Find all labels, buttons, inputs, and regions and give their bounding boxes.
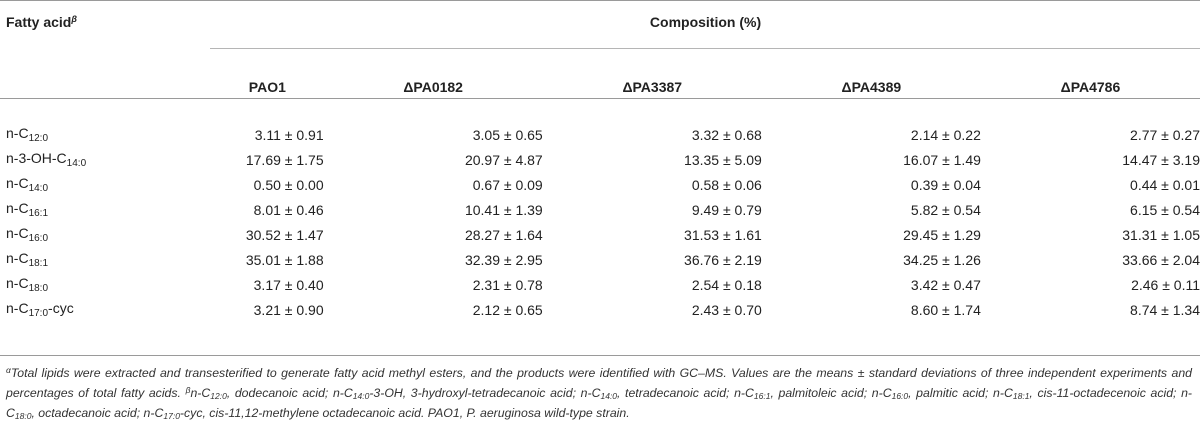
composition-cell: 2.54 ± 0.18 (691, 276, 762, 293)
fatty-acid-subscript: 16:1 (28, 208, 49, 219)
footnote-sub: 14:0 (352, 391, 370, 401)
composition-cell: 2.77 ± 0.27 (1130, 126, 1200, 143)
table-row (0, 112, 1200, 147)
strain-header-pa3387: ΔPA3387 (622, 79, 683, 95)
fatty-acid-name (0, 147, 211, 172)
composition-cell: 20.97 ± 4.87 (464, 151, 543, 168)
table-body (0, 112, 1200, 322)
footnote-sub: 18:0 (14, 411, 32, 421)
footnote-text-1: Total lipids were extracted and transesterified to generate fatty acid methyl esters, and the products were identified with GC–MS. Values are the means ± standard deviations of three independent experiments and percentages of total fatty acids. (6, 366, 1192, 400)
composition-cell: 3.32 ± 0.68 (691, 126, 762, 143)
fatty-acid-subscript: 14:0 (28, 183, 49, 194)
composition-cell: 3.17 ± 0.40 (253, 276, 324, 293)
composition-cell: 9.49 ± 0.79 (691, 201, 762, 218)
footnote-sub: 18:1 (1012, 391, 1030, 401)
fatty-acid-prefix: n-C (6, 275, 29, 291)
fatty-acid-subscript: 18:0 (28, 283, 49, 294)
composition-cell: 3.11 ± 0.91 (254, 126, 324, 143)
composition-cell: 6.15 ± 0.54 (1130, 201, 1200, 218)
composition-cell: 5.82 ± 0.54 (910, 201, 981, 218)
strain-header-pa0182: ΔPA0182 (403, 79, 463, 95)
fatty-acid-name (0, 197, 211, 222)
composition-cell: 2.12 ± 0.65 (472, 301, 543, 318)
empty-header-cell (0, 62, 211, 112)
composition-cell: 8.60 ± 1.74 (910, 301, 981, 318)
composition-cell: 0.39 ± 0.04 (910, 176, 981, 193)
composition-cell: 2.46 ± 0.11 (1131, 276, 1200, 293)
strain-header-pa4389: ΔPA4389 (841, 79, 902, 95)
fatty-acid-prefix: n-C (6, 175, 29, 191)
footnote-desc: , palmitoleic acid; (770, 386, 872, 400)
composition-cell: 14.47 ± 3.19 (1122, 151, 1200, 168)
composition-cell: 35.01 ± 1.88 (245, 251, 324, 268)
table-row (0, 197, 1200, 222)
footnote-desc: , dodecanoic acid; (226, 386, 333, 400)
table-row (0, 297, 1200, 322)
footnote-desc: , palmitic acid; (908, 386, 994, 400)
header-row-strains (0, 62, 1200, 112)
header-row-top (0, 0, 1200, 62)
table-row (0, 222, 1200, 247)
fatty-acid-prefix: n-C (6, 125, 29, 141)
composition-cell: 0.50 ± 0.00 (253, 176, 324, 193)
strain-header-pao1: PAO1 (248, 79, 286, 95)
fatty-acid-header-sup: β (71, 14, 77, 24)
composition-cell: 13.35 ± 5.09 (684, 151, 762, 168)
composition-cell: 32.39 ± 2.95 (464, 251, 543, 268)
footnote-term: n-C (993, 386, 1013, 400)
footnote-term: n-C (143, 406, 164, 420)
composition-cell: 30.52 ± 1.47 (245, 226, 324, 243)
footnote-term: n-C (871, 386, 892, 400)
composition-cell: 3.05 ± 0.65 (472, 126, 543, 143)
fatty-acid-header-text: Fatty acid (6, 14, 72, 30)
composition-cell: 8.74 ± 1.34 (1130, 301, 1200, 318)
fatty-acid-name (0, 172, 211, 197)
table-footnote (6, 362, 1192, 425)
composition-cell: 0.58 ± 0.06 (691, 176, 762, 193)
composition-cell: 2.14 ± 0.22 (910, 126, 981, 143)
footnote-sub: 12:0 (210, 391, 227, 401)
composition-cell: 2.43 ± 0.70 (691, 301, 762, 318)
fatty-acid-subscript: 12:0 (28, 133, 49, 144)
fatty-acid-name (0, 247, 211, 272)
composition-cell: 28.27 ± 1.64 (464, 226, 543, 243)
composition-cell: 3.42 ± 0.47 (910, 276, 981, 293)
fatty-acid-header (0, 0, 211, 62)
footnote-beta: β (185, 385, 191, 395)
table-row (0, 272, 1200, 297)
fatty-acid-subscript: 16:0 (28, 233, 49, 244)
footnote-desc: -cyc, cis-11,12-methylene octadecanoic acid. PAO1, P. aeruginosa wild-type strain. (179, 406, 630, 420)
strain-header-pa4786: ΔPA4786 (1060, 79, 1121, 95)
footnote-term: n-C (580, 386, 601, 400)
composition-cell: 10.41 ± 1.39 (464, 201, 543, 218)
composition-cell: 2.31 ± 0.78 (472, 276, 543, 293)
footnote-sub: 16:1 (753, 391, 771, 401)
fatty-acid-name (0, 297, 211, 322)
table-row (0, 147, 1200, 172)
fatty-acid-subscript: 17:0 (28, 308, 49, 319)
footnote-desc: , tetradecanoic acid; (617, 386, 735, 400)
fatty-acid-suffix: -cyc (48, 300, 74, 316)
fatty-acid-prefix: n-C (6, 250, 29, 266)
footnote-sub: 16:0 (891, 391, 909, 401)
composition-cell: 29.45 ± 1.29 (903, 226, 981, 243)
footnote-term: n-C (190, 386, 211, 400)
composition-header: Composition (%) (649, 14, 762, 30)
composition-cell: 0.44 ± 0.01 (1130, 176, 1200, 193)
fatty-acid-name (0, 222, 211, 247)
composition-cell: 34.25 ± 1.26 (903, 251, 981, 268)
composition-cell: 36.76 ± 2.19 (684, 251, 762, 268)
composition-cell: 3.21 ± 0.90 (253, 301, 324, 318)
table-row (0, 247, 1200, 272)
composition-cell: 16.07 ± 1.49 (903, 151, 981, 168)
footnote-desc: , octadecanoic acid; (31, 406, 144, 420)
fatty-acid-subscript: 14:0 (66, 158, 87, 169)
fatty-acid-name (0, 272, 211, 297)
composition-cell: 0.67 ± 0.09 (472, 176, 543, 193)
composition-cell: 8.01 ± 0.46 (253, 201, 324, 218)
table-row (0, 172, 1200, 197)
fatty-acid-name (0, 112, 211, 147)
footnote-term: n-C (6, 386, 1193, 420)
footnote-term: n-C (734, 386, 754, 400)
footnote-alpha: α (6, 365, 11, 375)
composition-cell: 31.31 ± 1.05 (1122, 226, 1200, 243)
composition-cell: 17.69 ± 1.75 (245, 151, 324, 168)
footnote-desc: , cis-11-octadecenoic acid; (1029, 386, 1182, 400)
composition-cell: 31.53 ± 1.61 (684, 226, 762, 243)
footnote-desc: -3-OH, 3-hydroxyl-tetradecanoic acid; (369, 386, 581, 400)
footnote-term: n-C (332, 386, 353, 400)
fatty-acid-prefix: n-C (6, 225, 29, 241)
footnote-sub: 14:0 (600, 391, 618, 401)
footnote-sub: 17:0 (163, 411, 180, 421)
composition-cell: 33.66 ± 2.04 (1122, 251, 1200, 268)
fatty-acid-prefix: n-C (6, 300, 29, 316)
fatty-acid-prefix: n-C (6, 200, 29, 216)
fatty-acid-subscript: 18:1 (28, 258, 49, 269)
fatty-acid-prefix: n-3-OH-C (6, 150, 67, 166)
bottom-rule (0, 355, 1200, 356)
